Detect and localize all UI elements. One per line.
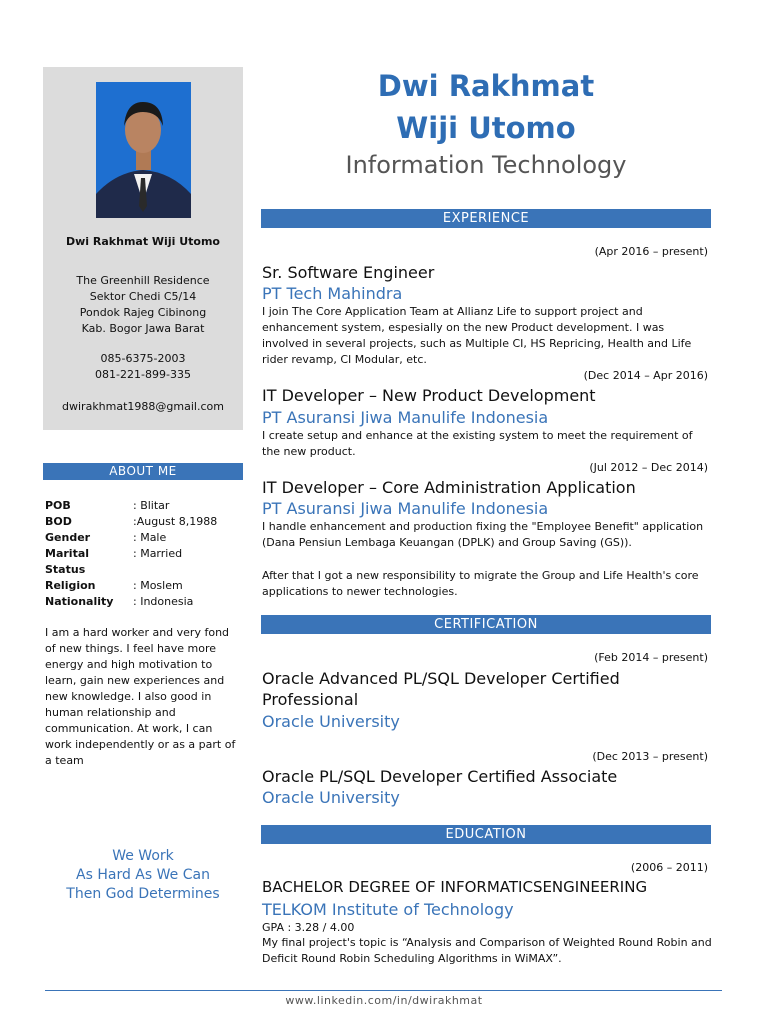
detail-row [45, 498, 241, 514]
education-date: (2006 – 2011) [630, 861, 708, 874]
footer-divider [45, 990, 722, 991]
experience-company: PT Asuransi Jiwa Manulife Indonesia [262, 499, 549, 518]
experience-role: IT Developer – Core Administration Application [262, 478, 636, 497]
detail-value: : Blitar [133, 499, 170, 512]
experience-date: (Dec 2014 – Apr 2016) [583, 369, 708, 382]
motto [43, 847, 243, 904]
detail-value: : Married [133, 547, 183, 560]
certification-title: Oracle PL/SQL Developer Certified Associate [262, 767, 618, 786]
experience-header: EXPERIENCE [261, 209, 711, 228]
detail-label: Gender [45, 531, 91, 544]
detail-row [45, 514, 241, 530]
linkedin-link[interactable]: www.linkedin.com/in/dwirakhmat [285, 994, 483, 1007]
personal-details [45, 498, 241, 610]
certification-header: CERTIFICATION [261, 615, 711, 634]
detail-row [45, 578, 241, 594]
name-first-line: Dwi Rakhmat [377, 69, 595, 103]
detail-row [45, 546, 241, 578]
detail-row [45, 530, 241, 546]
experience-role: Sr. Software Engineer [262, 263, 435, 282]
certification-issuer: Oracle University [262, 712, 400, 731]
detail-label: Religion [45, 579, 96, 592]
experience-description: I handle enhancement and production fixing the "Employee Benefit" application (Dana Pensiun Lembaga Keuangan (DPLK) and Group Saving (GS)). [262, 520, 704, 549]
education-description: My final project's topic is “Analysis and Comparison of Weighted Round Robin and Deficit Round Robin Scheduling Algorithms in WiMAX”. [262, 936, 712, 965]
experience-company: PT Asuransi Jiwa Manulife Indonesia [262, 408, 549, 427]
experience-date: (Jul 2012 – Dec 2014) [589, 461, 708, 474]
experience-company: PT Tech Mahindra [262, 284, 403, 303]
experience-description: I create setup and enhance at the existing system to meet the requirement of the new product. [262, 429, 693, 458]
detail-row [45, 594, 241, 610]
sidebar-name: Dwi Rakhmat Wiji Utomo [66, 235, 220, 248]
certification-date: (Dec 2013 – present) [592, 750, 708, 763]
detail-value: : Indonesia [133, 595, 194, 608]
phone-number: 085-6375-2003 [100, 352, 186, 365]
motto-line: We Work [112, 848, 174, 864]
education-degree: BACHELOR DEGREE OF INFORMATICSENGINEERING [262, 878, 648, 896]
contact-panel [43, 67, 243, 430]
education-gpa: GPA : 3.28 / 4.00 [262, 921, 355, 934]
phone-block [43, 351, 243, 383]
profile-photo [96, 82, 191, 218]
name-second-line: Wiji Utomo [396, 111, 576, 145]
motto-line: Then God Determines [66, 886, 220, 902]
about-me-header: ABOUT ME [43, 463, 243, 480]
detail-value: : Male [133, 531, 167, 544]
detail-label: POB [45, 499, 71, 512]
experience-date: (Apr 2016 – present) [594, 245, 708, 258]
experience-description-extra: After that I got a new responsibility to migrate the Group and Life Health's core applications to newer technologies. [262, 569, 699, 598]
detail-value: : Moslem [133, 579, 183, 592]
detail-label: Nationality [45, 595, 114, 608]
profession-title: Information Technology [345, 151, 627, 179]
education-institution: TELKOM Institute of Technology [262, 900, 514, 919]
experience-description: I join The Core Application Team at Allianz Life to support project and enhancement system, espesially on the new Product development. I was involved in several projects, such as Multiple CI, HS Repricing, Health and Life rider revamp, CI Modular, etc. [262, 305, 692, 366]
about-me-text: I am a hard worker and very fond of new things. I feel have more energy and high motivation to learn, gain new experiences and new knowledge. I also good in human relationship and communication. At work, I can work independently or as a part of a team [45, 626, 236, 767]
detail-label: Marital Status [45, 547, 90, 576]
certification-issuer: Oracle University [262, 788, 400, 807]
email-address: dwirakhmat1988@gmail.com [62, 400, 224, 413]
address-line: The Greenhill Residence [76, 274, 210, 287]
address-block [43, 273, 243, 337]
address-line: Pondok Rajeg Cibinong [79, 306, 207, 319]
certification-date: (Feb 2014 – present) [594, 651, 708, 664]
experience-role: IT Developer – New Product Development [262, 386, 596, 405]
detail-value: :August 8,1988 [133, 515, 218, 528]
certification-title: Oracle Advanced PL/SQL Developer Certified Professional [262, 669, 620, 709]
detail-label: BOD [45, 515, 72, 528]
address-line: Sektor Chedi C5/14 [89, 290, 197, 303]
education-header: EDUCATION [261, 825, 711, 844]
phone-number: 081-221-899-335 [95, 368, 191, 381]
motto-line: As Hard As We Can [76, 867, 210, 883]
address-line: Kab. Bogor Jawa Barat [81, 322, 205, 335]
